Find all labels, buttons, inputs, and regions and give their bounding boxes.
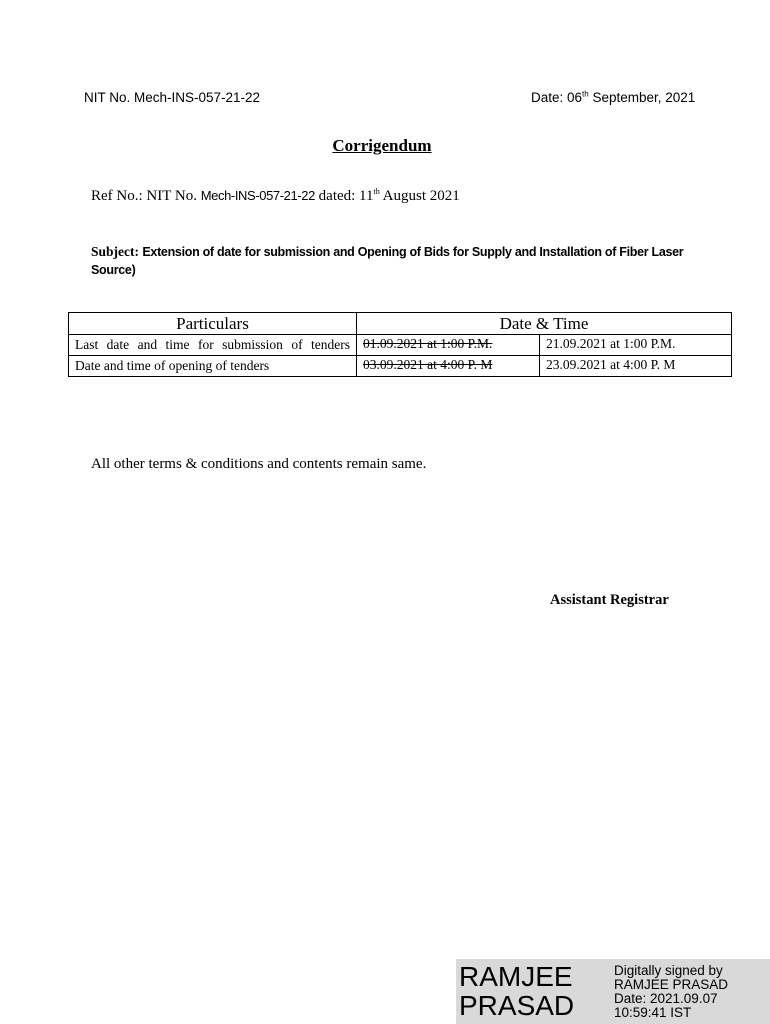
- reference-nit: Mech-INS-057-21-22: [200, 188, 315, 203]
- reference-prefix: Ref No.: NIT No.: [91, 188, 201, 204]
- closing-note: All other terms & conditions and contents remain same.: [91, 456, 427, 472]
- row-new-date: 23.09.2021 at 4:00 P. M: [540, 356, 732, 377]
- table-row: [69, 356, 732, 377]
- reference-dated: dated: 11: [314, 188, 374, 204]
- dates-table: [68, 312, 732, 377]
- row-particular: Last date and time for submission of tenders: [69, 335, 357, 356]
- row-old-date: 03.09.2021 at 4:00 P. M: [357, 356, 540, 377]
- reference-suffix: August 2021: [379, 188, 460, 204]
- page-title: Corrigendum: [332, 136, 432, 155]
- signature-detail-line: Date: 2021.09.07: [614, 991, 718, 1006]
- document-date: [531, 90, 695, 105]
- subject-line: [91, 243, 701, 279]
- subject-label: Subject:: [91, 244, 143, 259]
- header-particulars: Particulars: [69, 313, 357, 335]
- header-date-time: Date & Time: [357, 313, 732, 335]
- signatory-title: Assistant Registrar: [550, 592, 669, 608]
- signature-detail-line: Digitally signed by: [614, 963, 723, 978]
- table-header-row: [69, 313, 732, 335]
- reference-ordinal: th: [373, 187, 380, 196]
- signer-name-line: RAMJEE: [459, 961, 573, 992]
- row-old-date: 01.09.2021 at 1:00 P.M.: [357, 335, 540, 356]
- date-prefix: Date: 06: [531, 90, 583, 105]
- signature-details: [614, 964, 728, 1020]
- signer-name: [459, 962, 574, 1020]
- signer-name-line: PRASAD: [459, 990, 575, 1021]
- signature-detail-line: RAMJEE PRASAD: [614, 977, 729, 992]
- nit-number: NIT No. Mech-INS-057-21-22: [84, 90, 261, 105]
- date-ordinal: th: [582, 89, 589, 99]
- signature-detail-line: 10:59:41 IST: [614, 1005, 692, 1020]
- subject-text: Extension of date for submission and Opening of Bids for Supply and Installation of Fiber Laser Source): [91, 245, 684, 277]
- row-particular: Date and time of opening of tenders: [69, 356, 357, 377]
- date-suffix: September, 2021: [588, 90, 696, 105]
- table-row: [69, 335, 732, 356]
- row-new-date: 21.09.2021 at 1:00 P.M.: [540, 335, 732, 356]
- reference-line: [91, 188, 460, 205]
